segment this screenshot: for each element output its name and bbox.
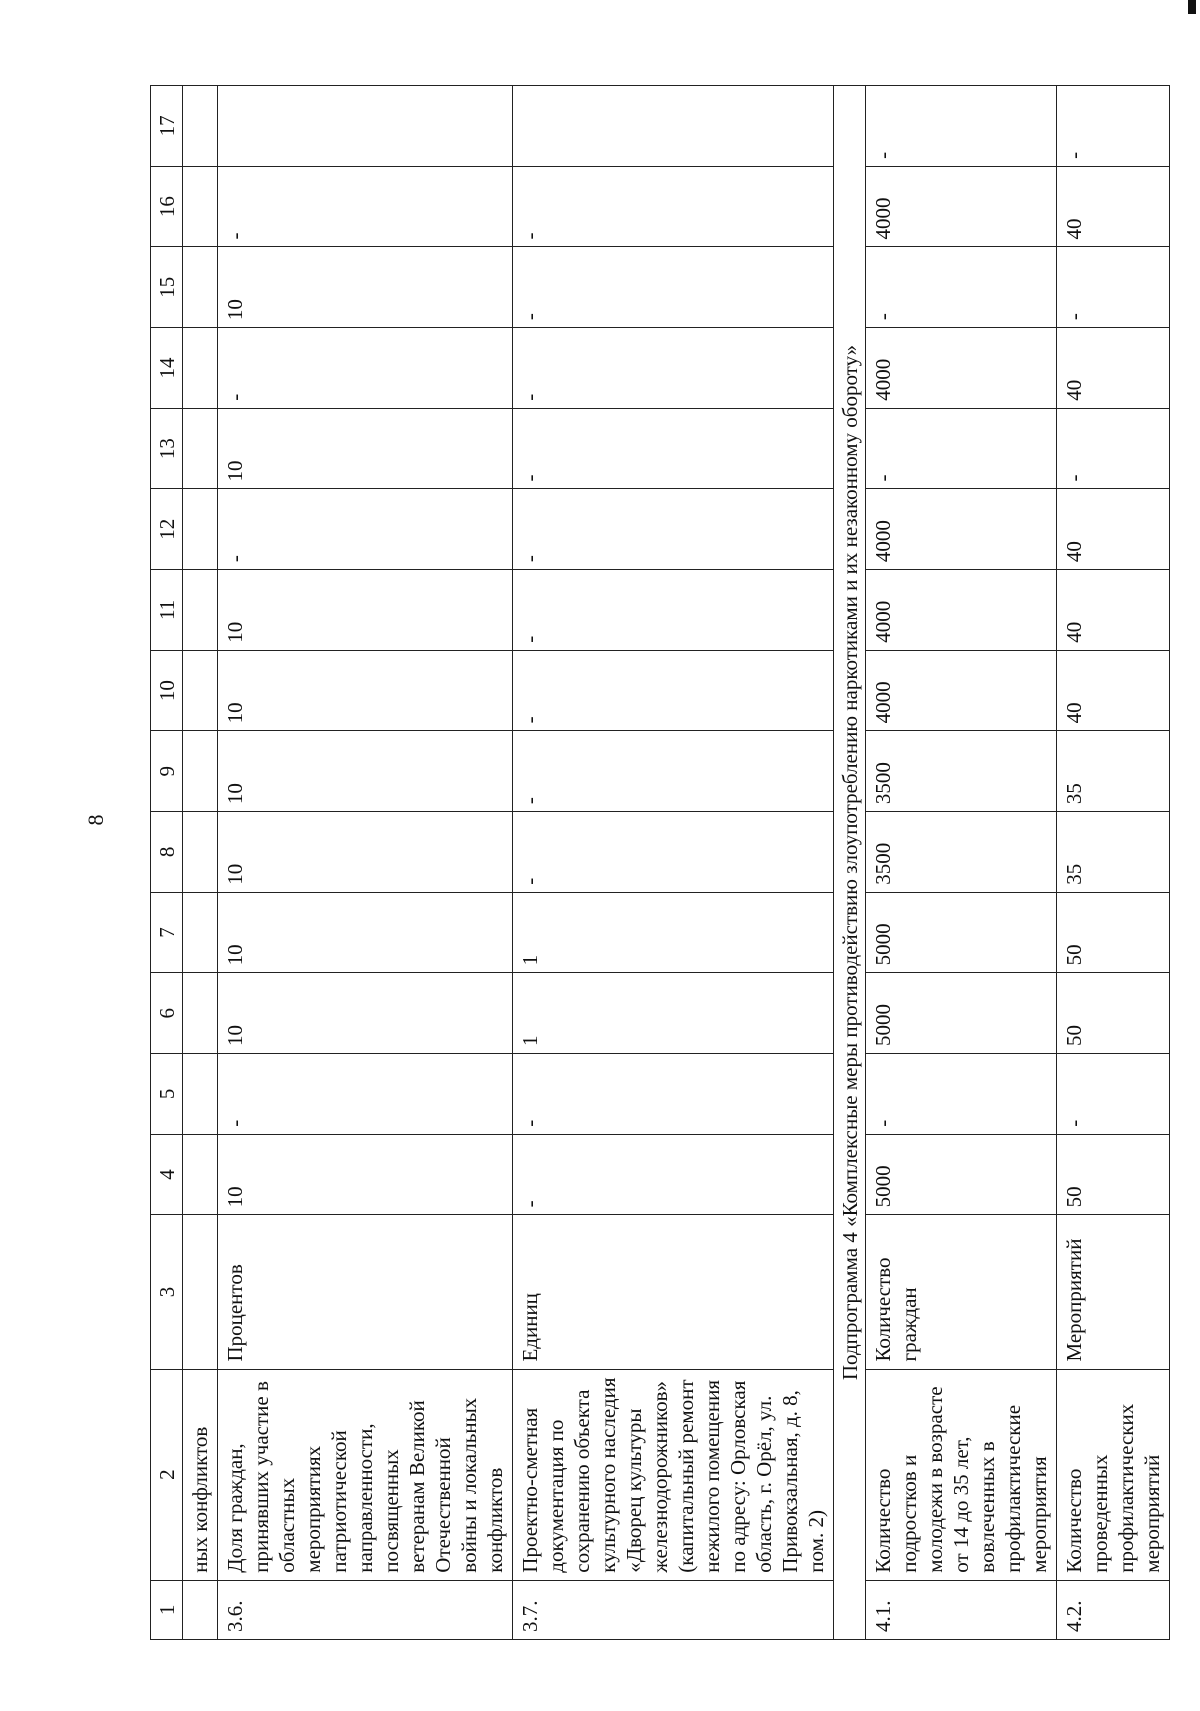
value-cell: 40 xyxy=(1057,650,1170,731)
indicator-name: Доля граждан, принявших участие в областных мероприятиях патриотической направленности, посвященных ветеранам Великой Отечественной войны и локальных конфликтов xyxy=(218,1369,513,1580)
header-row xyxy=(151,86,183,1640)
value-cell: 5000 xyxy=(866,1134,1057,1215)
col-header: 5 xyxy=(151,1054,183,1135)
table-row xyxy=(1057,86,1170,1640)
value-cell: 10 xyxy=(218,892,513,973)
table-cell xyxy=(183,1580,218,1639)
value-cell: 4000 xyxy=(866,489,1057,570)
row-number: 3.7. xyxy=(513,1580,834,1639)
value-cell: 4000 xyxy=(866,650,1057,731)
col-header: 2 xyxy=(151,1369,183,1580)
col-header: 9 xyxy=(151,731,183,812)
indicator-name: Количество проведенных профилактических мероприятий xyxy=(1057,1369,1170,1580)
value-cell: 10 xyxy=(218,812,513,893)
table-row xyxy=(866,86,1057,1640)
row-number: 3.6. xyxy=(218,1580,513,1639)
value-cell: 3500 xyxy=(866,812,1057,893)
value-cell: - xyxy=(513,731,834,812)
value-cell: - xyxy=(866,247,1057,328)
value-cell: - xyxy=(1057,1054,1170,1135)
table-cell: ных конфликтов xyxy=(183,1369,218,1580)
value-cell: - xyxy=(513,812,834,893)
value-cell: - xyxy=(218,328,513,409)
col-header: 13 xyxy=(151,408,183,489)
row-number: 4.2. xyxy=(1057,1580,1170,1639)
value-cell: - xyxy=(218,166,513,247)
value-cell: - xyxy=(513,247,834,328)
value-cell: - xyxy=(513,570,834,651)
value-cell: 10 xyxy=(218,1134,513,1215)
value-cell: - xyxy=(218,1054,513,1135)
col-header: 8 xyxy=(151,812,183,893)
value-cell: - xyxy=(513,1054,834,1135)
value-cell xyxy=(513,86,834,167)
value-cell: - xyxy=(513,166,834,247)
value-cell: 10 xyxy=(218,731,513,812)
value-cell: 10 xyxy=(218,650,513,731)
value-cell: 40 xyxy=(1057,489,1170,570)
value-cell: 4000 xyxy=(866,570,1057,651)
col-header: 14 xyxy=(151,328,183,409)
indicators-table xyxy=(150,85,1170,1640)
value-cell: - xyxy=(513,408,834,489)
col-header: 1 xyxy=(151,1580,183,1639)
value-cell: 50 xyxy=(1057,892,1170,973)
value-cell: 40 xyxy=(1057,166,1170,247)
value-cell: - xyxy=(866,1054,1057,1135)
value-cell: 40 xyxy=(1057,570,1170,651)
scan-edge-mark xyxy=(1188,0,1196,14)
value-cell: - xyxy=(866,86,1057,167)
col-header: 15 xyxy=(151,247,183,328)
value-cell: 1 xyxy=(513,892,834,973)
value-cell: - xyxy=(513,489,834,570)
value-cell: 3500 xyxy=(866,731,1057,812)
value-cell: 10 xyxy=(218,247,513,328)
value-cell: 5000 xyxy=(866,973,1057,1054)
value-cell xyxy=(218,86,513,167)
value-cell: 40 xyxy=(1057,328,1170,409)
col-header: 6 xyxy=(151,973,183,1054)
col-header: 7 xyxy=(151,892,183,973)
continuation-row xyxy=(183,86,218,1640)
value-cell: 10 xyxy=(218,408,513,489)
row-number: 4.1. xyxy=(866,1580,1057,1639)
subprogram-row xyxy=(834,86,866,1640)
value-cell: 10 xyxy=(218,973,513,1054)
col-header: 10 xyxy=(151,650,183,731)
unit: Мероприятий xyxy=(1057,1215,1170,1369)
value-cell: - xyxy=(1057,408,1170,489)
col-header: 12 xyxy=(151,489,183,570)
value-cell: 35 xyxy=(1057,812,1170,893)
page-number: 8 xyxy=(83,814,108,826)
value-cell: 4000 xyxy=(866,166,1057,247)
rotated-table-container xyxy=(150,85,1164,1640)
value-cell: - xyxy=(513,650,834,731)
col-header: 17 xyxy=(151,86,183,167)
value-cell: - xyxy=(1057,247,1170,328)
unit: Количество граждан xyxy=(866,1215,1057,1369)
value-cell: - xyxy=(218,489,513,570)
value-cell: 50 xyxy=(1057,1134,1170,1215)
col-header: 16 xyxy=(151,166,183,247)
unit: Единиц xyxy=(513,1215,834,1369)
table-row xyxy=(513,86,834,1640)
value-cell: 35 xyxy=(1057,731,1170,812)
value-cell: - xyxy=(513,1134,834,1215)
value-cell: 50 xyxy=(1057,973,1170,1054)
value-cell: 10 xyxy=(218,570,513,651)
subprogram-title: Подпрограмма 4 «Комплексные меры противодействию злоупотреблению наркотиками и их незаконному обороту» xyxy=(834,86,866,1640)
value-cell: - xyxy=(866,408,1057,489)
value-cell: - xyxy=(1057,86,1170,167)
indicator-name: Количество подростков и молодежи в возрасте от 14 до 35 лет, вовлеченных в профилактические мероприятия xyxy=(866,1369,1057,1580)
col-header: 4 xyxy=(151,1134,183,1215)
unit: Процентов xyxy=(218,1215,513,1369)
col-header: 3 xyxy=(151,1215,183,1369)
value-cell: 1 xyxy=(513,973,834,1054)
value-cell: 4000 xyxy=(866,328,1057,409)
table-row xyxy=(218,86,513,1640)
col-header: 11 xyxy=(151,570,183,651)
value-cell: 5000 xyxy=(866,892,1057,973)
value-cell: - xyxy=(513,328,834,409)
indicator-name: Проектно-сметная документация по сохранению объекта культурного наследия «Дворец культуры железнодорожников» (капитальный ремонт нежилого помещения по адресу: Орловская область, г. Орёл, ул. Привокзальная, д. 8, пом. 2) xyxy=(513,1369,834,1580)
